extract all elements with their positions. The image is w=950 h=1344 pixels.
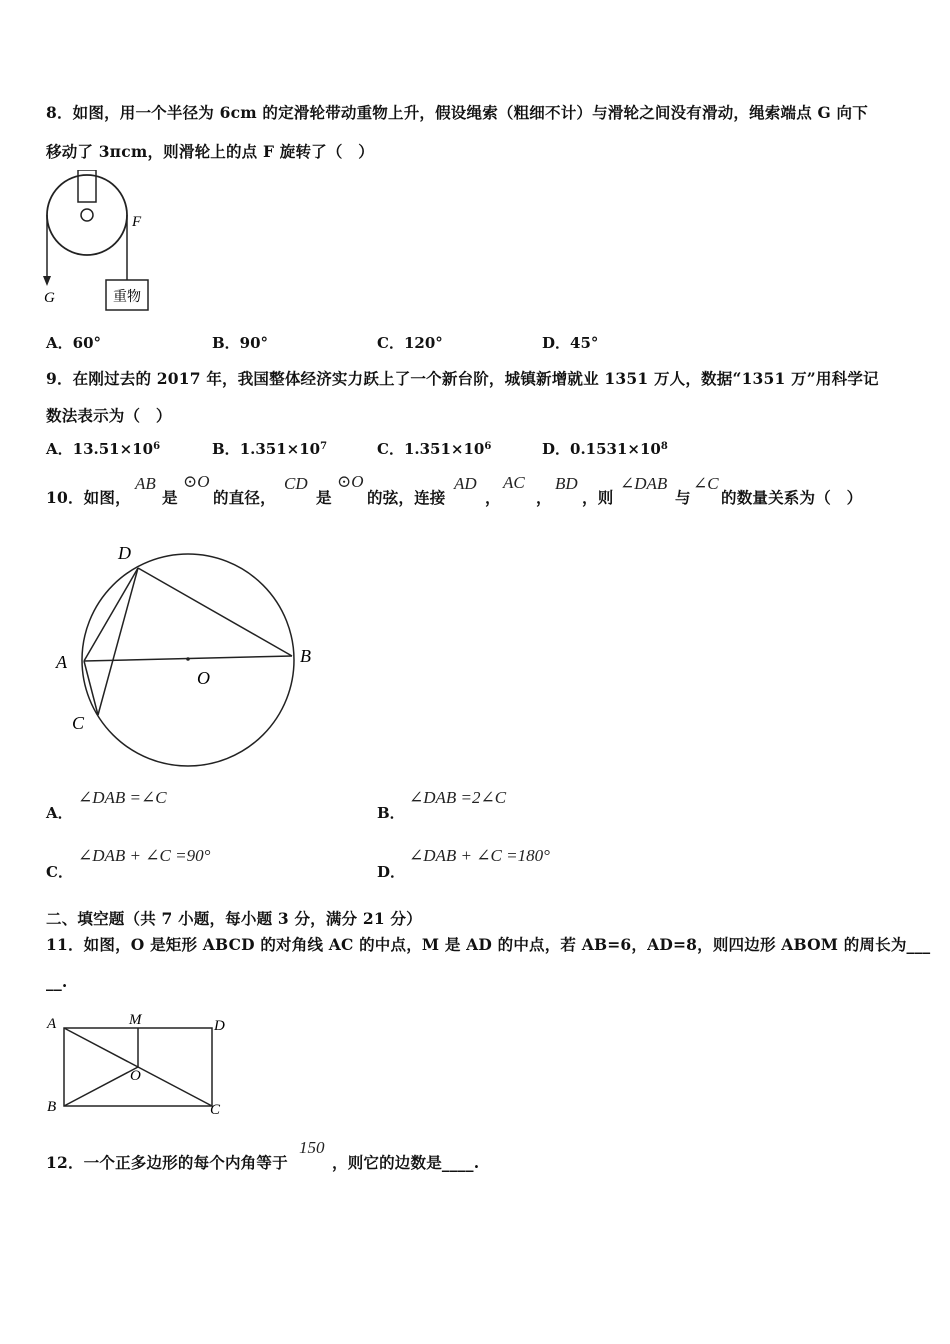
q10-option-c-letter: C． [46, 863, 73, 881]
q10-option-b-expr: ∠DAB =2∠C [409, 788, 507, 807]
q10-option-d-letter: D． [377, 863, 406, 881]
label-o: O [130, 1068, 141, 1084]
q10-is1: 是 [162, 488, 178, 507]
q10-circle-o-1: ⊙O [183, 472, 210, 491]
q8-option-a: A．60° [46, 334, 102, 352]
q10-option-c-expr: ∠DAB + ∠C =90° [78, 846, 211, 865]
q10-chord: 的弦，连接 [367, 488, 446, 507]
q9-option-c-letter: C． [377, 440, 404, 458]
q10-diameter: 的直径， [213, 488, 276, 507]
q11-stem-line1: 11．如图，O 是矩形 ABCD 的对角线 AC 的中点，M 是 AD 的中点，若 AB=6，AD=8，则四边形 ABOM 的周长为___ [46, 935, 931, 954]
q11-stem-line2: __. [46, 972, 68, 991]
q9-option-d-exponent: 8 [660, 441, 668, 452]
q10-and: 与 [675, 488, 691, 507]
label-c: C [72, 713, 85, 733]
segment-bo [64, 1067, 138, 1106]
q12-suffix: ，则它的边数是____. [332, 1153, 480, 1172]
q9-stem-line1: 9．在刚过去的 2017 年，我国整体经济实力跃上了一个新台阶，城镇新增就业 1351 万人，数据“1351 万”用科学记 [46, 369, 879, 388]
label-m: M [129, 1012, 142, 1028]
q8-option-b: B．90° [212, 334, 269, 352]
q10-prefix: 10．如图， [46, 488, 131, 507]
q8-stem-line2: 移动了 3πcm，则滑轮上的点 F 旋转了（ ） [46, 142, 374, 161]
label-a: A [56, 652, 67, 672]
circle-figure [50, 535, 340, 775]
q9-option-c-mantissa: 1.351×10 [403, 440, 485, 458]
q10-ac: AC [503, 473, 525, 492]
label-a: A [47, 1016, 57, 1032]
q10-is2: 是 [316, 488, 332, 507]
label-f: F [132, 214, 142, 230]
q9-option-a-letter: A． [46, 440, 73, 458]
q8-option-c: C．120° [377, 334, 443, 352]
q9-option-b-exponent: 7 [320, 441, 328, 452]
section-2-title: 二、填空题（共 7 小题，每小题 3 分，满分 21 分） [46, 909, 422, 928]
q9-option-b-letter: B． [212, 440, 240, 458]
q9-option-c-exponent: 6 [484, 441, 492, 452]
label-b: B [47, 1099, 57, 1115]
chord-db [138, 568, 292, 656]
q9-option-c [377, 438, 491, 459]
q10-comma2: ， [536, 488, 552, 507]
label-d: D [118, 543, 131, 563]
q9-option-b-mantissa: 1.351×10 [239, 440, 321, 458]
q12-value: 150 [299, 1138, 325, 1157]
weight-label: 重物 [113, 290, 141, 305]
q9-option-a [46, 438, 160, 459]
q9-option-a-mantissa: 13.51×10 [72, 440, 154, 458]
q10-bd: BD [555, 474, 578, 493]
rope-arrow-icon [43, 276, 51, 286]
q10-option-b-letter: B． [377, 804, 405, 822]
pulley-figure [40, 170, 155, 320]
q8-option-d: D．45° [542, 334, 599, 352]
pulley-wheel [47, 175, 127, 255]
q10-option-a-expr: ∠DAB =∠C [78, 788, 167, 807]
q9-option-a-exponent: 6 [153, 441, 161, 452]
q10-circle-o-2: ⊙O [337, 472, 364, 491]
q10-cd: CD [284, 474, 308, 493]
q10-suffix: 的数量关系为（ ） [721, 488, 863, 507]
label-b: B [300, 646, 311, 666]
pulley-axle [81, 209, 93, 221]
q9-option-b [212, 438, 327, 459]
q9-option-d [542, 438, 668, 459]
label-g: G [44, 290, 55, 306]
label-o: O [197, 668, 210, 688]
q10-option-d-expr: ∠DAB + ∠C =180° [409, 846, 550, 865]
chord-cd [98, 568, 138, 715]
q8-stem-line1: 8．如图，用一个半径为 6cm 的定滑轮带动重物上升，假设绳索（粗细不计）与滑轮之间没有滑动，绳索端点 G 向下 [46, 103, 868, 122]
q9-option-d-letter: D． [542, 440, 571, 458]
q10-ad: AD [454, 474, 477, 493]
q10-ab: AB [135, 474, 156, 493]
q9-option-d-mantissa: 0.1531×10 [570, 440, 661, 458]
q10-option-a-letter: A． [46, 804, 73, 822]
label-d: D [214, 1018, 225, 1034]
center-dot [186, 657, 190, 661]
q10-angle-dab: ∠DAB [620, 474, 668, 493]
label-c: C [210, 1102, 221, 1118]
q10-angle-c: ∠C [693, 474, 719, 493]
q9-stem-line2: 数法表示为（ ） [46, 406, 172, 425]
q10-then: ，则 [582, 488, 614, 507]
rectangle-figure [40, 1008, 235, 1118]
q12-prefix: 12．一个正多边形的每个内角等于 [46, 1153, 288, 1172]
q10-comma1: ， [485, 488, 501, 507]
